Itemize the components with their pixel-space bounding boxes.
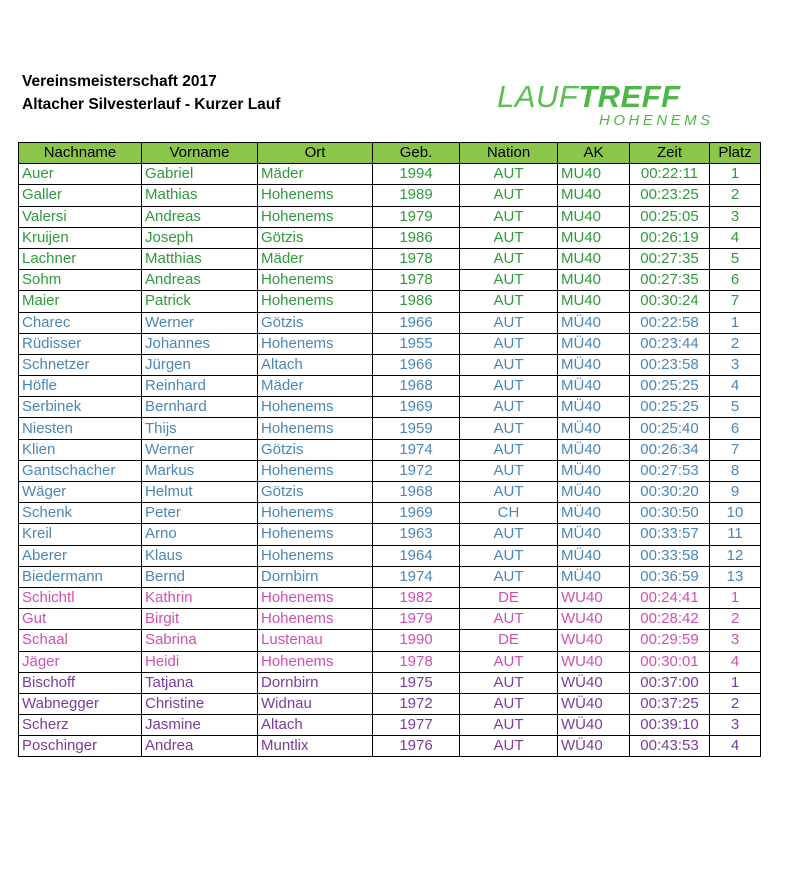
- cell-ort: Altach: [258, 715, 373, 736]
- cell-nachname: Jäger: [19, 651, 142, 672]
- table-row: [19, 715, 761, 736]
- cell-ak: MU40: [558, 206, 630, 227]
- cell-zeit: 00:27:35: [630, 270, 710, 291]
- table-row: [19, 439, 761, 460]
- cell-nation: AUT: [460, 312, 558, 333]
- cell-ak: WU40: [558, 609, 630, 630]
- cell-vorname: Kathrin: [142, 587, 258, 608]
- cell-ort: Lustenau: [258, 630, 373, 651]
- cell-ort: Dornbirn: [258, 566, 373, 587]
- cell-nation: AUT: [460, 270, 558, 291]
- cell-nation: AUT: [460, 185, 558, 206]
- cell-ak: MU40: [558, 185, 630, 206]
- cell-vorname: Birgit: [142, 609, 258, 630]
- cell-nation: AUT: [460, 482, 558, 503]
- cell-nachname: Maier: [19, 291, 142, 312]
- cell-ak: MÜ40: [558, 566, 630, 587]
- cell-zeit: 00:27:35: [630, 248, 710, 269]
- cell-zeit: 00:26:19: [630, 227, 710, 248]
- cell-geb: 1966: [373, 354, 460, 375]
- cell-zeit: 00:30:01: [630, 651, 710, 672]
- cell-ak: WÜ40: [558, 715, 630, 736]
- table-row: [19, 651, 761, 672]
- cell-ort: Altach: [258, 354, 373, 375]
- document-title: Vereinsmeisterschaft 2017: [22, 73, 217, 90]
- cell-nachname: Poschinger: [19, 736, 142, 757]
- table-row: [19, 524, 761, 545]
- cell-vorname: Reinhard: [142, 376, 258, 397]
- table-body: [19, 164, 761, 757]
- cell-ort: Hohenems: [258, 291, 373, 312]
- table-row: [19, 693, 761, 714]
- cell-nation: AUT: [460, 418, 558, 439]
- cell-nachname: Rüdisser: [19, 333, 142, 354]
- cell-nachname: Wäger: [19, 482, 142, 503]
- cell-vorname: Jasmine: [142, 715, 258, 736]
- cell-platz: 9: [710, 482, 761, 503]
- cell-ak: MÜ40: [558, 354, 630, 375]
- cell-ak: WU40: [558, 651, 630, 672]
- cell-geb: 1974: [373, 439, 460, 460]
- table-row: [19, 545, 761, 566]
- table-header: [19, 143, 761, 164]
- cell-ort: Mäder: [258, 248, 373, 269]
- column-header-platz: Platz: [710, 143, 761, 164]
- cell-vorname: Peter: [142, 503, 258, 524]
- table-row: [19, 185, 761, 206]
- cell-geb: 1966: [373, 312, 460, 333]
- cell-platz: 6: [710, 418, 761, 439]
- cell-ort: Muntlix: [258, 736, 373, 757]
- cell-geb: 1968: [373, 482, 460, 503]
- cell-zeit: 00:30:24: [630, 291, 710, 312]
- cell-geb: 1979: [373, 206, 460, 227]
- cell-nachname: Auer: [19, 164, 142, 185]
- column-header-nachname: Nachname: [19, 143, 142, 164]
- table-row: [19, 418, 761, 439]
- cell-geb: 1963: [373, 524, 460, 545]
- header-row: [19, 143, 761, 164]
- table-row: [19, 736, 761, 757]
- cell-nachname: Scherz: [19, 715, 142, 736]
- cell-ak: MÜ40: [558, 524, 630, 545]
- cell-zeit: 00:28:42: [630, 609, 710, 630]
- cell-platz: 1: [710, 672, 761, 693]
- cell-zeit: 00:23:58: [630, 354, 710, 375]
- cell-vorname: Andreas: [142, 270, 258, 291]
- cell-vorname: Arno: [142, 524, 258, 545]
- cell-zeit: 00:27:53: [630, 460, 710, 481]
- cell-platz: 10: [710, 503, 761, 524]
- cell-ort: Hohenems: [258, 418, 373, 439]
- cell-platz: 12: [710, 545, 761, 566]
- cell-platz: 4: [710, 376, 761, 397]
- cell-platz: 3: [710, 715, 761, 736]
- cell-nachname: Serbinek: [19, 397, 142, 418]
- cell-ort: Hohenems: [258, 545, 373, 566]
- cell-geb: 1979: [373, 609, 460, 630]
- cell-nation: AUT: [460, 354, 558, 375]
- cell-geb: 1978: [373, 270, 460, 291]
- cell-ort: Hohenems: [258, 460, 373, 481]
- cell-nation: AUT: [460, 609, 558, 630]
- cell-geb: 1982: [373, 587, 460, 608]
- cell-ort: Hohenems: [258, 651, 373, 672]
- cell-ak: WÜ40: [558, 693, 630, 714]
- cell-vorname: Joseph: [142, 227, 258, 248]
- table-row: [19, 566, 761, 587]
- cell-zeit: 00:22:58: [630, 312, 710, 333]
- cell-zeit: 00:33:58: [630, 545, 710, 566]
- cell-platz: 7: [710, 439, 761, 460]
- cell-ak: WU40: [558, 630, 630, 651]
- cell-ort: Hohenems: [258, 587, 373, 608]
- results-table: [18, 142, 761, 757]
- cell-vorname: Bernd: [142, 566, 258, 587]
- cell-nachname: Kreil: [19, 524, 142, 545]
- cell-ort: Hohenems: [258, 270, 373, 291]
- column-header-ort: Ort: [258, 143, 373, 164]
- cell-nation: AUT: [460, 164, 558, 185]
- title-block: [22, 70, 280, 116]
- cell-zeit: 00:25:05: [630, 206, 710, 227]
- cell-ak: MÜ40: [558, 460, 630, 481]
- cell-vorname: Matthias: [142, 248, 258, 269]
- cell-platz: 1: [710, 312, 761, 333]
- cell-nachname: Gantschacher: [19, 460, 142, 481]
- cell-nachname: Aberer: [19, 545, 142, 566]
- cell-ort: Götzis: [258, 227, 373, 248]
- cell-zeit: 00:30:20: [630, 482, 710, 503]
- cell-ak: MÜ40: [558, 376, 630, 397]
- event-subtitle: Altacher Silvesterlauf - Kurzer Lauf: [22, 96, 281, 113]
- cell-ort: Götzis: [258, 439, 373, 460]
- cell-vorname: Klaus: [142, 545, 258, 566]
- table-row: [19, 460, 761, 481]
- cell-geb: 1986: [373, 291, 460, 312]
- cell-nation: AUT: [460, 545, 558, 566]
- cell-nation: AUT: [460, 736, 558, 757]
- cell-nachname: Schaal: [19, 630, 142, 651]
- cell-geb: 1974: [373, 566, 460, 587]
- cell-nation: AUT: [460, 693, 558, 714]
- cell-nachname: Lachner: [19, 248, 142, 269]
- cell-nachname: Sohm: [19, 270, 142, 291]
- cell-ort: Hohenems: [258, 524, 373, 545]
- cell-ak: MÜ40: [558, 333, 630, 354]
- cell-nachname: Höfle: [19, 376, 142, 397]
- cell-platz: 3: [710, 630, 761, 651]
- column-header-nation: Nation: [460, 143, 558, 164]
- cell-geb: 1972: [373, 693, 460, 714]
- cell-platz: 3: [710, 354, 761, 375]
- cell-nation: AUT: [460, 524, 558, 545]
- cell-zeit: 00:25:25: [630, 397, 710, 418]
- cell-vorname: Tatjana: [142, 672, 258, 693]
- table-row: [19, 672, 761, 693]
- cell-ak: WÜ40: [558, 736, 630, 757]
- cell-vorname: Helmut: [142, 482, 258, 503]
- cell-platz: 4: [710, 736, 761, 757]
- cell-nachname: Schenk: [19, 503, 142, 524]
- cell-ort: Dornbirn: [258, 672, 373, 693]
- cell-vorname: Bernhard: [142, 397, 258, 418]
- cell-nachname: Galler: [19, 185, 142, 206]
- cell-nation: AUT: [460, 206, 558, 227]
- cell-ort: Götzis: [258, 312, 373, 333]
- cell-platz: 5: [710, 397, 761, 418]
- cell-platz: 2: [710, 333, 761, 354]
- cell-geb: 1959: [373, 418, 460, 439]
- cell-ort: Mäder: [258, 376, 373, 397]
- table-row: [19, 270, 761, 291]
- cell-geb: 1977: [373, 715, 460, 736]
- cell-nation: AUT: [460, 376, 558, 397]
- cell-nation: AUT: [460, 248, 558, 269]
- cell-ak: MU40: [558, 270, 630, 291]
- cell-ak: MÜ40: [558, 312, 630, 333]
- cell-platz: 1: [710, 164, 761, 185]
- cell-vorname: Werner: [142, 439, 258, 460]
- cell-ak: MU40: [558, 248, 630, 269]
- cell-geb: 1975: [373, 672, 460, 693]
- cell-platz: 11: [710, 524, 761, 545]
- logo-subtitle: HOHENEMS: [599, 112, 714, 129]
- cell-nation: AUT: [460, 291, 558, 312]
- cell-platz: 4: [710, 227, 761, 248]
- cell-ak: MÜ40: [558, 503, 630, 524]
- cell-geb: 1986: [373, 227, 460, 248]
- cell-platz: 6: [710, 270, 761, 291]
- table-row: [19, 206, 761, 227]
- cell-zeit: 00:43:53: [630, 736, 710, 757]
- table-row: [19, 482, 761, 503]
- cell-ak: MÜ40: [558, 545, 630, 566]
- cell-nachname: Niesten: [19, 418, 142, 439]
- cell-nation: DE: [460, 587, 558, 608]
- cell-platz: 2: [710, 185, 761, 206]
- cell-nachname: Wabnegger: [19, 693, 142, 714]
- cell-zeit: 00:24:41: [630, 587, 710, 608]
- table-row: [19, 333, 761, 354]
- cell-ort: Hohenems: [258, 206, 373, 227]
- cell-ak: MÜ40: [558, 439, 630, 460]
- table-row: [19, 503, 761, 524]
- cell-nachname: Schichtl: [19, 587, 142, 608]
- cell-nachname: Klien: [19, 439, 142, 460]
- cell-platz: 5: [710, 248, 761, 269]
- cell-vorname: Patrick: [142, 291, 258, 312]
- cell-geb: 1972: [373, 460, 460, 481]
- cell-geb: 1969: [373, 503, 460, 524]
- cell-vorname: Werner: [142, 312, 258, 333]
- table-row: [19, 354, 761, 375]
- cell-ak: WU40: [558, 587, 630, 608]
- cell-zeit: 00:37:25: [630, 693, 710, 714]
- cell-ak: WÜ40: [558, 672, 630, 693]
- lauftreff-logo: [497, 80, 755, 132]
- cell-geb: 1978: [373, 651, 460, 672]
- cell-ak: MU40: [558, 164, 630, 185]
- column-header-vorname: Vorname: [142, 143, 258, 164]
- cell-ort: Mäder: [258, 164, 373, 185]
- cell-nachname: Valersi: [19, 206, 142, 227]
- cell-vorname: Christine: [142, 693, 258, 714]
- table-row: [19, 248, 761, 269]
- cell-ort: Götzis: [258, 482, 373, 503]
- cell-ort: Hohenems: [258, 397, 373, 418]
- table-row: [19, 397, 761, 418]
- cell-zeit: 00:36:59: [630, 566, 710, 587]
- cell-zeit: 00:29:59: [630, 630, 710, 651]
- cell-nation: AUT: [460, 651, 558, 672]
- table-row: [19, 291, 761, 312]
- cell-ak: MÜ40: [558, 482, 630, 503]
- cell-ak: MU40: [558, 227, 630, 248]
- cell-vorname: Gabriel: [142, 164, 258, 185]
- cell-geb: 1989: [373, 185, 460, 206]
- table-row: [19, 312, 761, 333]
- cell-vorname: Andreas: [142, 206, 258, 227]
- cell-vorname: Markus: [142, 460, 258, 481]
- column-header-ak: AK: [558, 143, 630, 164]
- cell-ak: MÜ40: [558, 397, 630, 418]
- cell-zeit: 00:23:25: [630, 185, 710, 206]
- cell-nation: AUT: [460, 566, 558, 587]
- cell-nachname: Biedermann: [19, 566, 142, 587]
- cell-zeit: 00:25:40: [630, 418, 710, 439]
- cell-geb: 1976: [373, 736, 460, 757]
- cell-ort: Hohenems: [258, 185, 373, 206]
- cell-nation: AUT: [460, 397, 558, 418]
- table-row: [19, 587, 761, 608]
- cell-ort: Hohenems: [258, 609, 373, 630]
- cell-vorname: Andrea: [142, 736, 258, 757]
- cell-nation: AUT: [460, 460, 558, 481]
- cell-ak: MÜ40: [558, 418, 630, 439]
- cell-nation: AUT: [460, 333, 558, 354]
- cell-zeit: 00:37:00: [630, 672, 710, 693]
- cell-platz: 7: [710, 291, 761, 312]
- cell-vorname: Mathias: [142, 185, 258, 206]
- cell-nachname: Schnetzer: [19, 354, 142, 375]
- cell-nachname: Kruijen: [19, 227, 142, 248]
- cell-nation: CH: [460, 503, 558, 524]
- cell-vorname: Heidi: [142, 651, 258, 672]
- cell-vorname: Thijs: [142, 418, 258, 439]
- cell-zeit: 00:33:57: [630, 524, 710, 545]
- cell-platz: 3: [710, 206, 761, 227]
- cell-platz: 2: [710, 693, 761, 714]
- cell-nation: AUT: [460, 227, 558, 248]
- cell-ort: Hohenems: [258, 333, 373, 354]
- table-row: [19, 164, 761, 185]
- cell-platz: 1: [710, 587, 761, 608]
- cell-zeit: 00:39:10: [630, 715, 710, 736]
- cell-nachname: Gut: [19, 609, 142, 630]
- table-row: [19, 227, 761, 248]
- cell-geb: 1990: [373, 630, 460, 651]
- column-header-geb: Geb.: [373, 143, 460, 164]
- cell-platz: 4: [710, 651, 761, 672]
- column-header-zeit: Zeit: [630, 143, 710, 164]
- logo-wordmark: LAUFTREFF: [497, 79, 681, 114]
- cell-nachname: Charec: [19, 312, 142, 333]
- cell-ort: Hohenems: [258, 503, 373, 524]
- cell-ak: MU40: [558, 291, 630, 312]
- cell-zeit: 00:26:34: [630, 439, 710, 460]
- cell-platz: 8: [710, 460, 761, 481]
- cell-zeit: 00:25:25: [630, 376, 710, 397]
- cell-nation: DE: [460, 630, 558, 651]
- cell-nachname: Bischoff: [19, 672, 142, 693]
- table-row: [19, 376, 761, 397]
- cell-zeit: 00:30:50: [630, 503, 710, 524]
- cell-vorname: Jürgen: [142, 354, 258, 375]
- cell-geb: 1994: [373, 164, 460, 185]
- table-row: [19, 630, 761, 651]
- cell-geb: 1968: [373, 376, 460, 397]
- cell-nation: AUT: [460, 439, 558, 460]
- cell-geb: 1969: [373, 397, 460, 418]
- cell-platz: 2: [710, 609, 761, 630]
- cell-vorname: Sabrina: [142, 630, 258, 651]
- cell-geb: 1964: [373, 545, 460, 566]
- cell-zeit: 00:22:11: [630, 164, 710, 185]
- cell-platz: 13: [710, 566, 761, 587]
- cell-nation: AUT: [460, 715, 558, 736]
- table-row: [19, 609, 761, 630]
- cell-geb: 1978: [373, 248, 460, 269]
- cell-geb: 1955: [373, 333, 460, 354]
- cell-zeit: 00:23:44: [630, 333, 710, 354]
- cell-ort: Widnau: [258, 693, 373, 714]
- cell-vorname: Johannes: [142, 333, 258, 354]
- cell-nation: AUT: [460, 672, 558, 693]
